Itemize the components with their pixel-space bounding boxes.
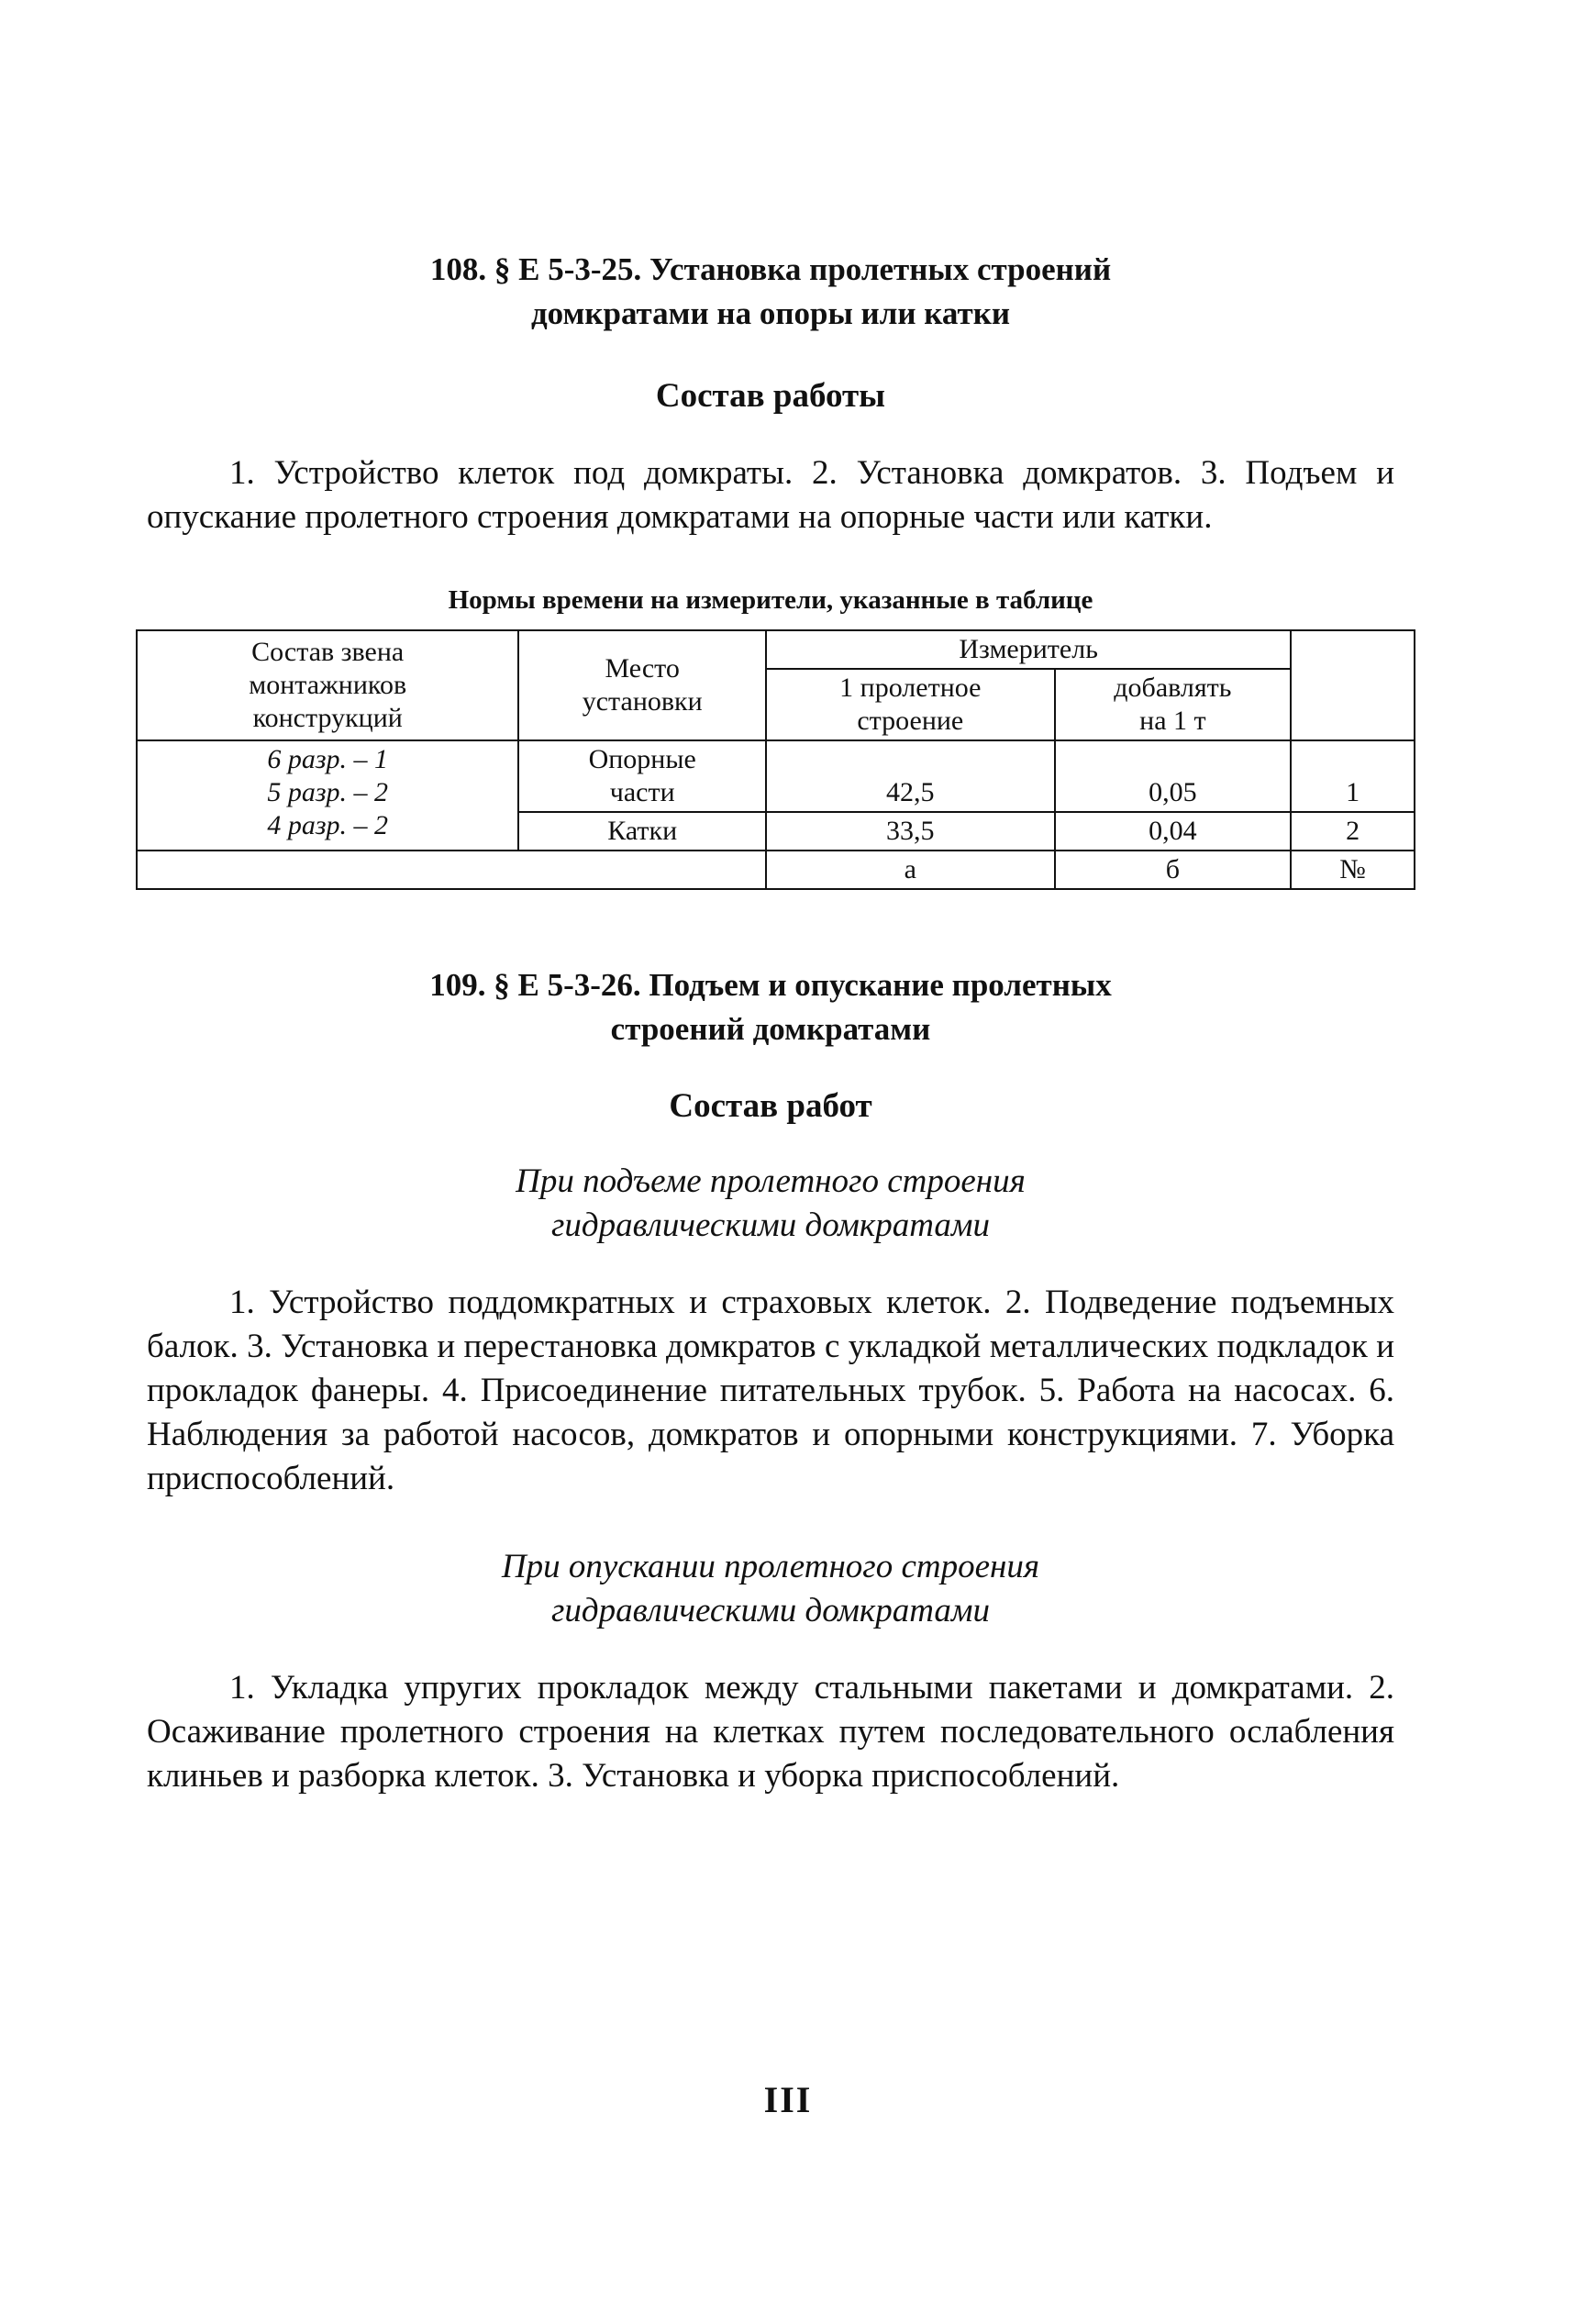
- header-empty-cell: [1291, 630, 1415, 740]
- lowering-paragraph: 1. Укладка упругих прокладок между стальными пакетами и домкратами. 2. Осаживание пролетного строения на клетках путем последовательного ослабления клиньев и разборка клеток. 3. Установка и уборка приспособлений.: [147, 1669, 1394, 1795]
- crew-line: 6 разр. – 1: [267, 744, 389, 774]
- page-number: III: [763, 2079, 813, 2120]
- section-108-paragraph: 1. Устройство клеток под домкраты. 2. Установка домкратов. 3. Подъем и опускание пролетного строения домкратами на опорные части или катки.: [147, 454, 1394, 536]
- lifting-heading-line1: При подъеме пролетного строения: [516, 1162, 1026, 1200]
- section-109-title: [147, 963, 1394, 1051]
- section-108-title: [147, 248, 1394, 336]
- header-crew-cell: [137, 630, 518, 740]
- crew-line: 5 разр. – 2: [267, 777, 389, 807]
- header-place-line: Место: [605, 653, 680, 684]
- add-value-cell: 0,04: [1055, 812, 1292, 851]
- header-span-line: строение: [857, 706, 964, 736]
- header-place-cell: [518, 630, 766, 740]
- footer-num-cell: №: [1291, 851, 1415, 889]
- place-cell: Катки: [518, 812, 766, 851]
- place-line: Опорные: [588, 744, 696, 774]
- table-header-row-1: [137, 630, 1415, 669]
- lifting-heading-line2: гидравлическими домкратами: [550, 1206, 991, 1244]
- section-109-title-line1: 109. § Е 5-3-26. Подъем и опускание пролетных: [429, 967, 1112, 1003]
- header-add-cell: [1055, 669, 1292, 740]
- span-value-cell: 33,5: [766, 812, 1055, 851]
- section-109-subtitle: Состав работ: [669, 1087, 872, 1125]
- header-crew-line: монтажников: [249, 670, 407, 700]
- norms-table: [136, 629, 1415, 890]
- header-crew-line: конструкций: [252, 703, 403, 733]
- norms-table-caption: Нормы времени на измерители, указанные в таблице: [448, 585, 1093, 615]
- add-value-cell: 0,05: [1055, 740, 1292, 812]
- footer-b-cell: б: [1055, 851, 1292, 889]
- crew-line: 4 разр. – 2: [267, 810, 389, 840]
- place-cell: [518, 740, 766, 812]
- lowering-heading-line1: При опускании пролетного строения: [501, 1548, 1040, 1585]
- row-number-cell: 1: [1291, 740, 1415, 812]
- header-place-line: установки: [582, 686, 703, 717]
- header-meter-cell: Измеритель: [766, 630, 1291, 669]
- section-108-subtitle: Состав работы: [655, 377, 886, 415]
- header-add-line: на 1 т: [1139, 706, 1206, 736]
- place-line: части: [609, 777, 675, 807]
- section-109-title-line2: строений домкратами: [610, 1011, 931, 1047]
- footer-empty-cell: [137, 851, 766, 889]
- crew-composition-cell: [137, 740, 518, 851]
- section-108-title-line2: домкратами на опоры или катки: [530, 295, 1011, 331]
- lowering-heading-line2: гидравлическими домкратами: [550, 1592, 991, 1629]
- span-value-cell: 42,5: [766, 740, 1055, 812]
- section-108-title-line1: 108. § Е 5-3-25. Установка пролетных строений: [429, 251, 1112, 287]
- header-crew-line: Состав звена: [251, 637, 405, 667]
- lowering-heading: [147, 1545, 1394, 1633]
- table-row: [137, 740, 1415, 812]
- footer-a-cell: а: [766, 851, 1055, 889]
- header-span-cell: [766, 669, 1055, 740]
- header-add-line: добавлять: [1114, 673, 1232, 703]
- header-span-line: 1 пролетное: [839, 673, 982, 703]
- lifting-paragraph: 1. Устройство поддомкратных и страховых клеток. 2. Подведение подъемных балок. 3. Установка и перестановка домкратов с укладкой металлических подкладок и прокладок фанеры. 4. Присоединение питательных трубок. 5. Работа на насосах. 6. Наблюдения за работой насосов, домкратов и опорными конструкциями. 7. Уборка приспособлений.: [147, 1284, 1394, 1497]
- row-number-cell: 2: [1291, 812, 1415, 851]
- table-footer-row: [137, 851, 1415, 889]
- lifting-heading: [147, 1160, 1394, 1248]
- page-content: [147, 248, 1394, 1798]
